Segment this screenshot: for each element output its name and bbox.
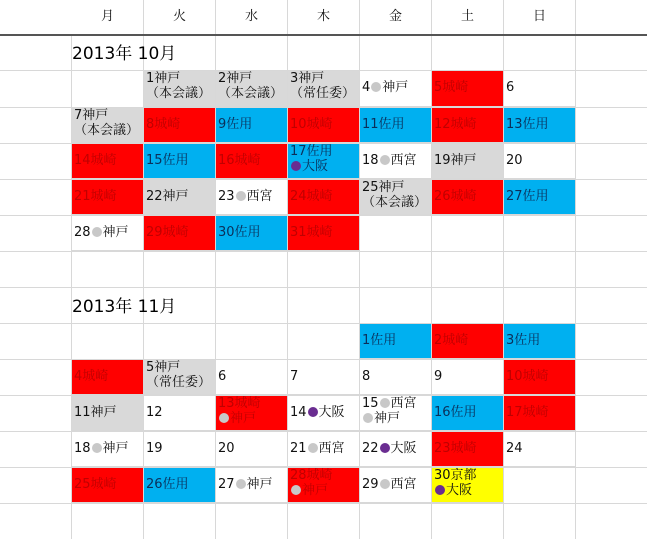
day-cell[interactable]: 16佐用 bbox=[432, 395, 504, 431]
day-cell[interactable]: 2神戸 （本会議） bbox=[216, 70, 288, 107]
grid-line-horizontal bbox=[0, 323, 647, 324]
weekday-label: 木 bbox=[288, 0, 360, 34]
header-divider bbox=[0, 34, 647, 36]
day-cell[interactable]: 23城崎 bbox=[432, 431, 504, 467]
gray-dot-icon bbox=[308, 443, 318, 453]
grid-line-horizontal bbox=[0, 70, 647, 71]
day-cell[interactable]: 29城崎 bbox=[144, 215, 216, 251]
day-cell[interactable]: 1佐用 bbox=[360, 323, 432, 359]
day-cell[interactable]: 15 西宮 神戸 bbox=[360, 395, 432, 431]
day-cell[interactable]: 15佐用 bbox=[144, 143, 216, 179]
gray-dot-icon bbox=[380, 398, 390, 408]
gray-dot-icon bbox=[236, 191, 246, 201]
day-cell[interactable]: 13城崎 神戸 bbox=[216, 395, 288, 431]
grid-line-horizontal bbox=[0, 395, 647, 396]
weekday-label: 火 bbox=[144, 0, 216, 34]
day-cell[interactable]: 1神戸 （本会議） bbox=[144, 70, 216, 107]
gray-dot-icon bbox=[291, 485, 301, 495]
grid-line-horizontal bbox=[0, 215, 647, 216]
day-cell[interactable]: 17城崎 bbox=[504, 395, 576, 431]
grid-line-horizontal bbox=[0, 431, 647, 432]
day-cell[interactable]: 17佐用 大阪 bbox=[288, 143, 360, 179]
weekday-label: 金 bbox=[360, 0, 432, 34]
day-cell[interactable]: 28城崎 神戸 bbox=[288, 467, 360, 503]
day-cell[interactable]: 24城崎 bbox=[288, 179, 360, 215]
day-cell[interactable]: 7 bbox=[288, 359, 360, 395]
month-title: 2013年 11月 bbox=[72, 297, 177, 317]
grid-line-horizontal bbox=[0, 107, 647, 108]
day-cell[interactable]: 12 bbox=[144, 395, 216, 431]
day-cell[interactable]: 21 西宮 bbox=[288, 431, 360, 467]
grid-line-horizontal bbox=[0, 143, 647, 144]
day-cell[interactable]: 3神戸 （常任委） bbox=[288, 70, 360, 107]
day-cell[interactable]: 10城崎 bbox=[504, 359, 576, 395]
grid-line-horizontal bbox=[0, 251, 647, 252]
gray-dot-icon bbox=[363, 413, 373, 423]
day-cell[interactable]: 5城崎 bbox=[432, 70, 504, 107]
day-cell[interactable]: 26城崎 bbox=[432, 179, 504, 215]
day-cell[interactable]: 14 大阪 bbox=[288, 395, 360, 431]
day-cell[interactable]: 18 神戸 bbox=[72, 431, 144, 467]
day-cell[interactable]: 23 西宮 bbox=[216, 179, 288, 215]
day-cell[interactable]: 9 bbox=[432, 359, 504, 395]
day-cell[interactable]: 2城崎 bbox=[432, 323, 504, 359]
day-cell[interactable]: 4 神戸 bbox=[360, 70, 432, 107]
day-cell[interactable]: 30京都 大阪 bbox=[432, 467, 504, 503]
day-cell[interactable]: 5神戸 （常任委） bbox=[144, 359, 216, 395]
purple-dot-icon bbox=[291, 161, 301, 171]
day-cell[interactable]: 27佐用 bbox=[504, 179, 576, 215]
day-cell[interactable]: 9佐用 bbox=[216, 107, 288, 143]
day-cell[interactable]: 19 bbox=[144, 431, 216, 467]
grid-line-horizontal bbox=[0, 503, 647, 504]
day-cell[interactable]: 6 bbox=[216, 359, 288, 395]
day-cell[interactable]: 20 bbox=[216, 431, 288, 467]
gray-dot-icon bbox=[92, 227, 102, 237]
day-cell[interactable]: 25神戸 （本会議） bbox=[360, 179, 432, 215]
gray-dot-icon bbox=[92, 443, 102, 453]
day-cell[interactable]: 27 神戸 bbox=[216, 467, 288, 503]
weekday-label: 水 bbox=[216, 0, 288, 34]
purple-dot-icon bbox=[435, 485, 445, 495]
day-cell[interactable]: 30佐用 bbox=[216, 215, 288, 251]
grid-line-horizontal bbox=[0, 359, 647, 360]
day-cell[interactable]: 14城崎 bbox=[72, 143, 144, 179]
weekday-label: 月 bbox=[72, 0, 144, 34]
day-cell[interactable]: 4城崎 bbox=[72, 359, 144, 395]
day-cell[interactable]: 26佐用 bbox=[144, 467, 216, 503]
gray-dot-icon bbox=[236, 479, 246, 489]
month-title: 2013年 10月 bbox=[72, 44, 177, 64]
day-cell[interactable]: 28 神戸 bbox=[72, 215, 144, 251]
day-cell[interactable]: 31城崎 bbox=[288, 215, 360, 251]
weekday-label: 土 bbox=[432, 0, 504, 34]
day-cell[interactable]: 11神戸 bbox=[72, 395, 144, 431]
day-cell[interactable]: 24 bbox=[504, 431, 576, 467]
purple-dot-icon bbox=[380, 443, 390, 453]
day-cell[interactable]: 20 bbox=[504, 143, 576, 179]
day-cell[interactable]: 3佐用 bbox=[504, 323, 576, 359]
day-cell[interactable]: 22 大阪 bbox=[360, 431, 432, 467]
day-cell[interactable]: 16城崎 bbox=[216, 143, 288, 179]
day-cell[interactable]: 7神戸 （本会議） bbox=[72, 107, 144, 143]
day-cell[interactable]: 22神戸 bbox=[144, 179, 216, 215]
day-cell[interactable]: 19神戸 bbox=[432, 143, 504, 179]
gray-dot-icon bbox=[380, 479, 390, 489]
day-cell[interactable]: 6 bbox=[504, 70, 576, 107]
day-cell[interactable]: 21城崎 bbox=[72, 179, 144, 215]
day-cell[interactable]: 18 西宮 bbox=[360, 143, 432, 179]
day-cell[interactable]: 13佐用 bbox=[504, 107, 576, 143]
day-cell[interactable]: 11佐用 bbox=[360, 107, 432, 143]
day-cell[interactable]: 12城崎 bbox=[432, 107, 504, 143]
day-cell[interactable]: 8城崎 bbox=[144, 107, 216, 143]
purple-dot-icon bbox=[308, 407, 318, 417]
gray-dot-icon bbox=[380, 155, 390, 165]
day-cell[interactable]: 10城崎 bbox=[288, 107, 360, 143]
day-cell[interactable]: 29 西宮 bbox=[360, 467, 432, 503]
day-cell[interactable]: 8 bbox=[360, 359, 432, 395]
grid-line-horizontal bbox=[0, 179, 647, 180]
day-cell[interactable]: 25城崎 bbox=[72, 467, 144, 503]
grid-line-horizontal bbox=[0, 467, 647, 468]
weekday-label: 日 bbox=[504, 0, 576, 34]
gray-dot-icon bbox=[219, 413, 229, 423]
grid-line-horizontal bbox=[0, 287, 647, 288]
gray-dot-icon bbox=[371, 82, 381, 92]
